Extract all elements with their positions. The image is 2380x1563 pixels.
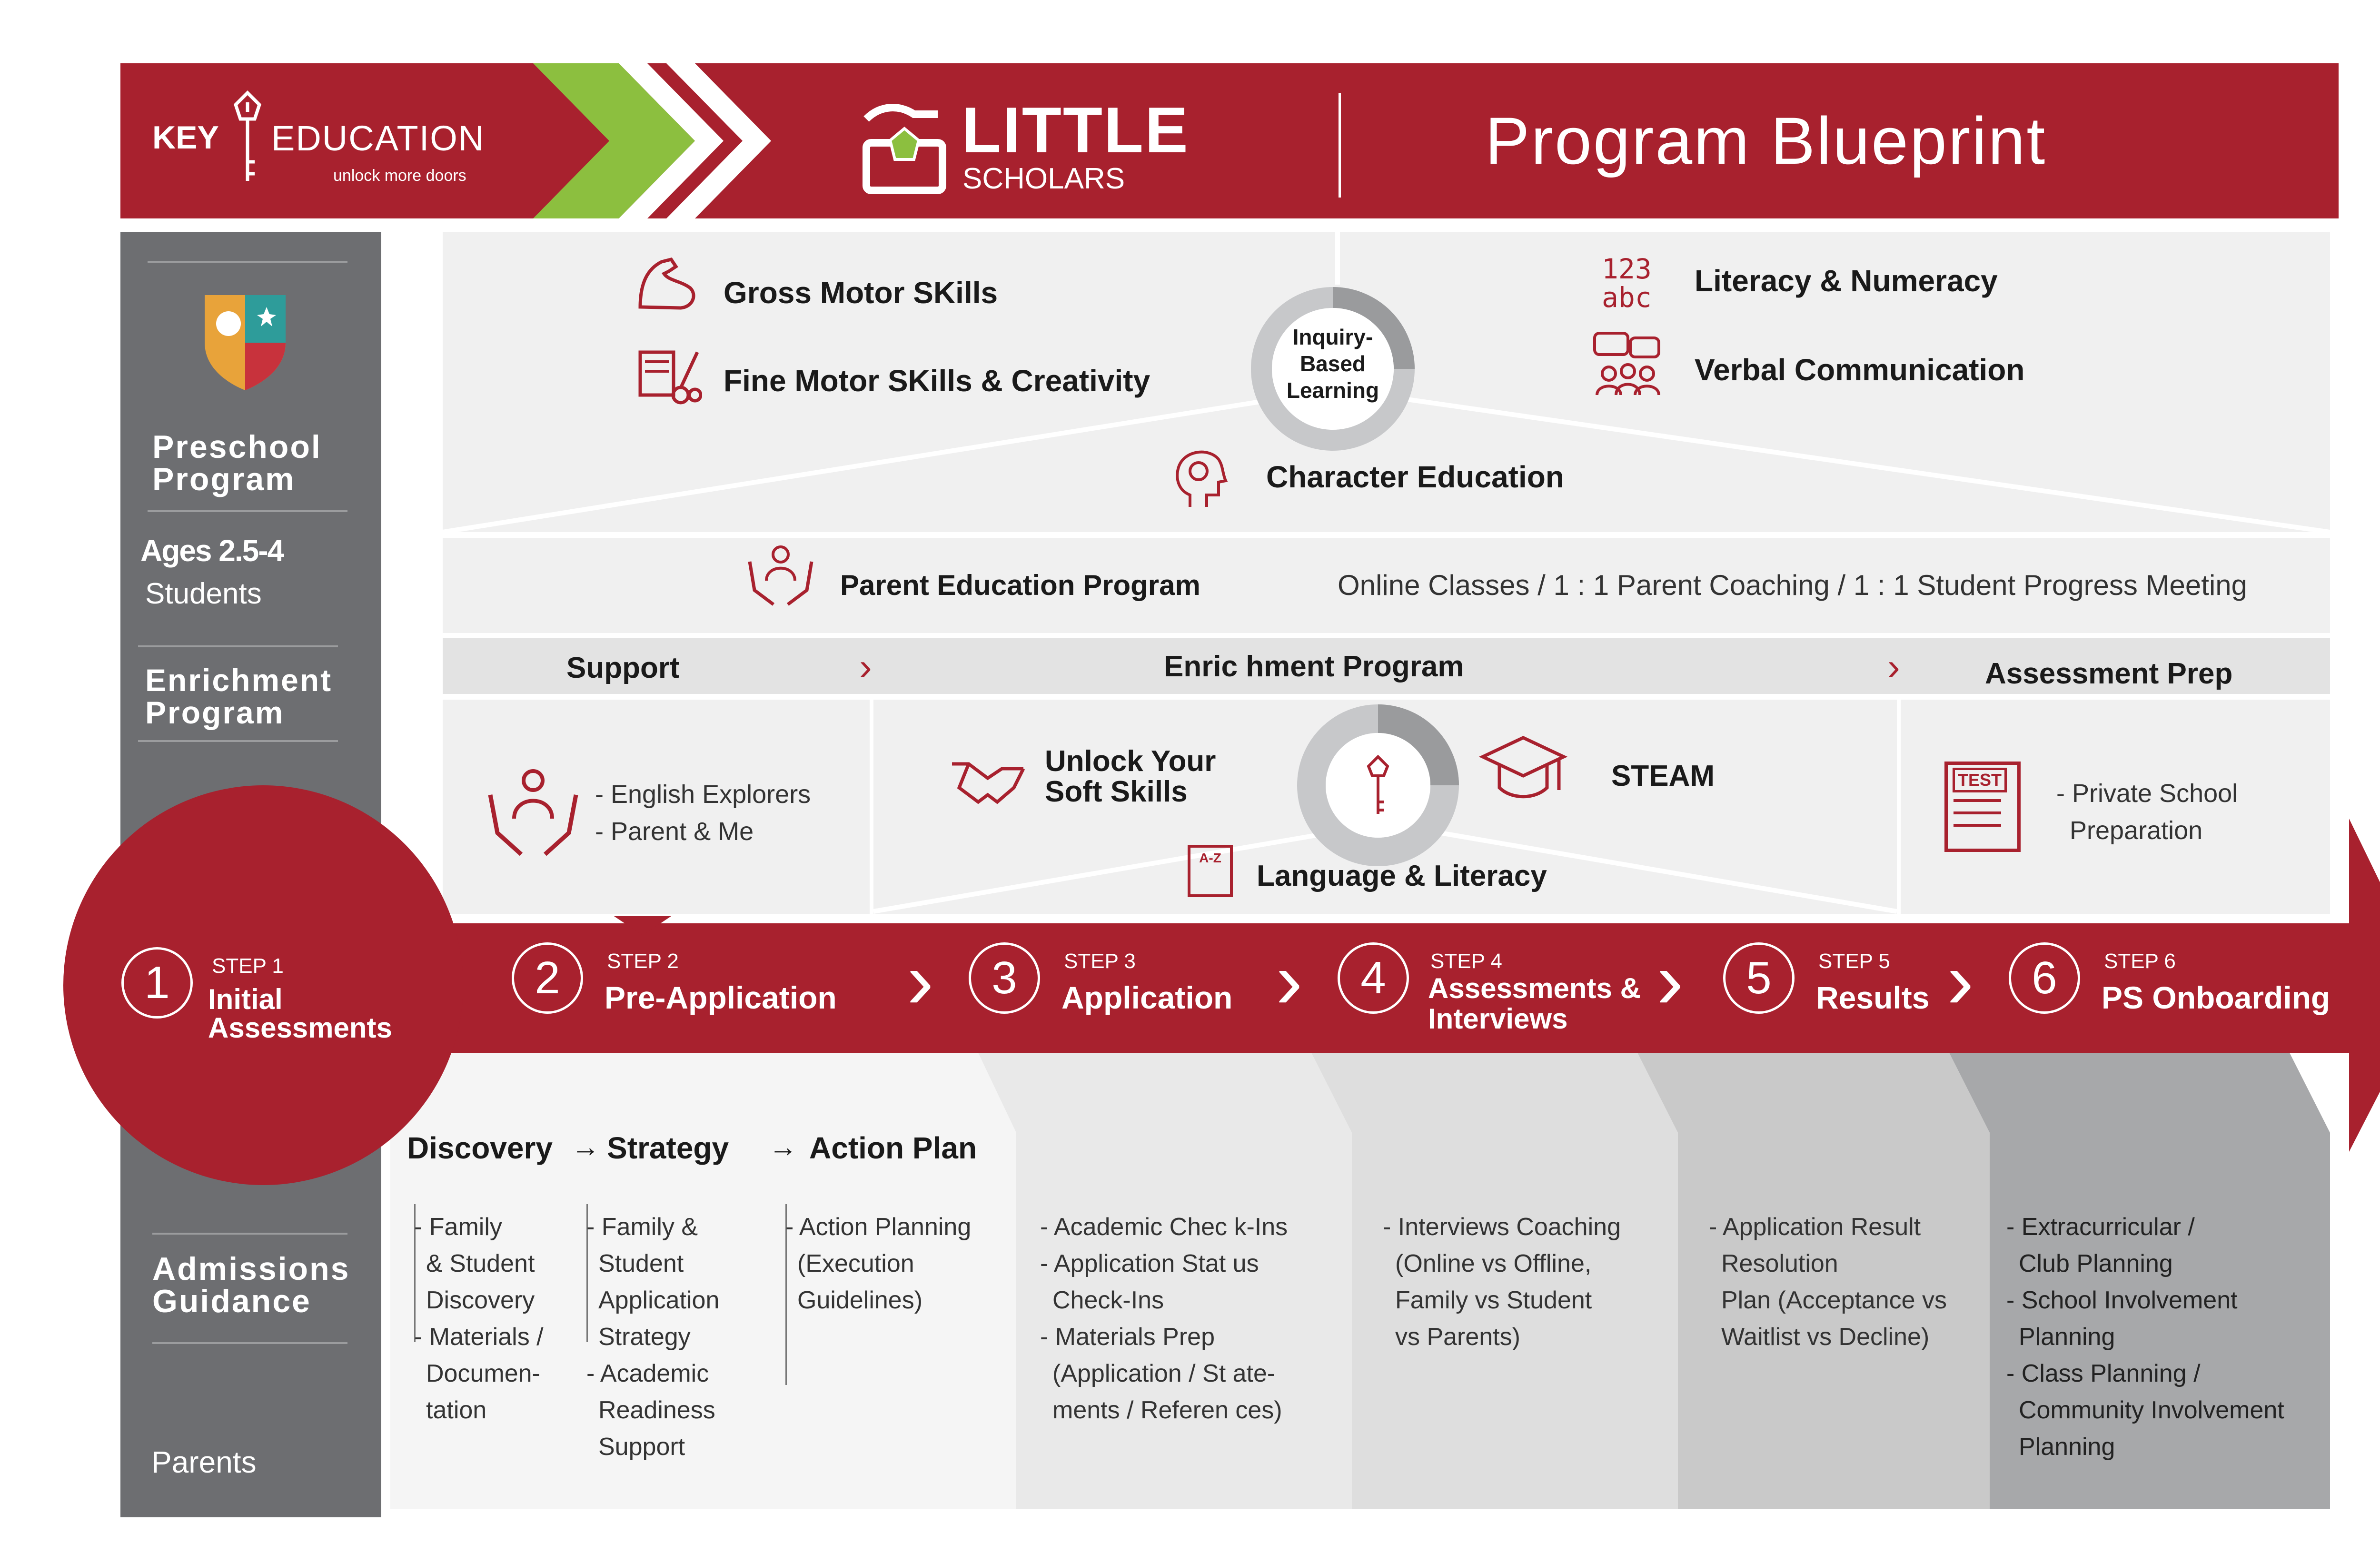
strategy-list (586, 1209, 719, 1465)
discovery-list (414, 1209, 544, 1429)
strategy-item: - Academic (586, 1360, 709, 1387)
step-number-circle: 3 (969, 942, 1040, 1014)
application-item: - Materials Prep (1040, 1323, 1215, 1351)
support-item: - Parent & Me (595, 817, 754, 846)
step-title: Results (1816, 980, 1930, 1015)
prep-item: Preparation (2070, 816, 2203, 845)
sidebar-admissions-title: Admissions Guidance (152, 1251, 350, 1319)
interviews-item: Family vs Student (1395, 1286, 1592, 1314)
step-label: STEP 6 (2104, 950, 2176, 973)
step-number-circle: 2 (512, 942, 583, 1014)
interviews-item: (Online vs Offline, (1395, 1250, 1592, 1277)
onboarding-item: Planning (2019, 1433, 2115, 1461)
application-item: - Academic Chec k-Ins (1040, 1213, 1288, 1241)
discovery-item: Discovery (426, 1286, 535, 1314)
onboarding-item: Community Involvement (2019, 1396, 2284, 1424)
test-label: TEST (1953, 768, 2007, 792)
gross-motor-label: Gross Motor SKills (724, 276, 998, 310)
onboarding-item: - School Involvement (2006, 1286, 2238, 1314)
discovery-heading: Discovery (407, 1131, 553, 1165)
little-title: LITTLE (962, 94, 1190, 166)
step-number-circle: 1 (121, 947, 193, 1019)
results-item: Waitlist vs Decline) (1721, 1323, 1930, 1351)
parent-ed-detail: Online Classes / 1 : 1 Parent Coaching / 1 : 1 Student Progress Meeting (1338, 569, 2248, 601)
step-label: STEP 5 (1818, 950, 1890, 973)
application-item: ments / Referen ces) (1052, 1396, 1282, 1424)
step-label: STEP 3 (1064, 950, 1136, 973)
step-2[interactable] (512, 942, 902, 1019)
step-chevron-icon: › (907, 935, 934, 1026)
strategy-item: Readiness (598, 1396, 715, 1424)
step-chevron-icon: › (1947, 935, 1974, 1026)
step-chevron-icon: › (1276, 935, 1303, 1026)
step-label: STEP 1 (212, 954, 284, 978)
assessment-prep-title: Assessment Prep (1985, 657, 2233, 690)
step-title: Pre-Application (605, 980, 837, 1015)
interviews-list (1383, 1209, 1621, 1355)
steam-label: STEAM (1611, 760, 1715, 792)
soft-skills-label: Unlock Your Soft Skills (1045, 745, 1216, 808)
support-chevron-icon: › (859, 645, 872, 688)
verbal-communication-label: Verbal Communication (1695, 353, 2025, 387)
onboarding-item: - Extracurricular / (2006, 1213, 2195, 1241)
key-education-word: EDUCATION (271, 119, 485, 158)
action-item: (Execution (797, 1250, 914, 1277)
sidebar-students: Students (145, 577, 262, 610)
fine-motor-label: Fine Motor SKills & Creativity (724, 364, 1150, 398)
strategy-item: Student (598, 1250, 684, 1277)
prep-item: - Private School (2056, 779, 2238, 808)
page-title: Program Blueprint (1485, 103, 2047, 178)
support-title: Support (566, 652, 680, 684)
application-item: (Application / St ate- (1052, 1360, 1276, 1387)
step-title: Application (1061, 980, 1233, 1015)
step-number-circle: 5 (1723, 942, 1795, 1014)
results-item: - Application Result (1709, 1213, 1921, 1241)
step-label: STEP 4 (1430, 950, 1502, 973)
step-3[interactable] (969, 935, 1303, 1026)
step-title: PS Onboarding (2102, 980, 2330, 1015)
interviews-item: - Interviews Coaching (1383, 1213, 1621, 1241)
results-item: Plan (Acceptance vs (1721, 1286, 1947, 1314)
key-brand-text: KEY (152, 119, 219, 156)
step-title: Initial Assessments (208, 983, 392, 1044)
az-label: A-Z (1199, 851, 1221, 865)
discovery-item: - Family (414, 1213, 502, 1241)
application-item: - Application Stat us (1040, 1250, 1259, 1277)
enrichment-chevron-icon: › (1887, 645, 1900, 688)
discovery-item: Documen- (426, 1360, 540, 1387)
arrow-icon: → (769, 1131, 797, 1163)
character-education-label: Character Education (1266, 460, 1564, 494)
arrow-icon: → (571, 1131, 600, 1163)
inquiry-center-label: Inquiry-Based Learning (1286, 325, 1379, 403)
scholars-subtitle: SCHOLARS (962, 162, 1125, 195)
onboarding-item: Club Planning (2019, 1250, 2173, 1277)
application-item: Check-Ins (1052, 1286, 1164, 1314)
onboarding-item: Planning (2019, 1323, 2115, 1351)
strategy-item: Support (598, 1433, 685, 1461)
onboarding-list (2006, 1209, 2284, 1465)
support-item: - English Explorers (595, 780, 811, 809)
results-item: Resolution (1721, 1250, 1838, 1277)
application-list (1040, 1209, 1288, 1429)
interviews-item: vs Parents) (1395, 1323, 1520, 1351)
step-4[interactable] (1338, 942, 1671, 1038)
parent-ed-title: Parent Education Program (840, 569, 1200, 601)
strategy-item: - Family & (586, 1213, 698, 1241)
enrichment-program-title: Enric hment Program (1164, 650, 1464, 683)
numbers-icon-top: 123 (1602, 253, 1652, 285)
step-number-circle: 4 (1338, 942, 1409, 1014)
step-5[interactable] (1723, 942, 1971, 1019)
step-1[interactable] (121, 947, 426, 1052)
strategy-item: Strategy (598, 1323, 691, 1351)
step-title: Assessments & Interviews (1428, 972, 1641, 1035)
step-label: STEP 2 (607, 950, 679, 973)
sidebar-preschool-title: Preschool Program (152, 429, 322, 497)
discovery-item: & Student (426, 1250, 535, 1277)
action-item: - Action Planning (785, 1213, 972, 1241)
results-list (1709, 1209, 1947, 1355)
sidebar-parents: Parents (151, 1445, 257, 1479)
onboarding-item: - Class Planning / (2006, 1360, 2201, 1387)
literacy-numeracy-label: Literacy & Numeracy (1695, 264, 1998, 298)
step-6[interactable] (2009, 942, 2351, 1019)
step-chevron-icon: › (1656, 935, 1684, 1026)
discovery-item: tation (426, 1396, 487, 1424)
language-literacy-label: Language & Literacy (1257, 860, 1547, 892)
action-item: Guidelines) (797, 1286, 923, 1314)
action-plan-heading: Action Plan (809, 1131, 977, 1165)
sidebar-ages: Ages 2.5-4 (140, 534, 284, 568)
sidebar-enrichment-title: Enrichment Program (145, 663, 333, 730)
strategy-heading: Strategy (607, 1131, 729, 1165)
step-number-circle: 6 (2009, 942, 2080, 1014)
numbers-icon-bottom: abc (1602, 281, 1652, 314)
action-list (785, 1209, 971, 1319)
strategy-item: Application (598, 1286, 720, 1314)
discovery-item: - Materials / (414, 1323, 544, 1351)
key-tagline: unlock more doors (333, 167, 466, 185)
